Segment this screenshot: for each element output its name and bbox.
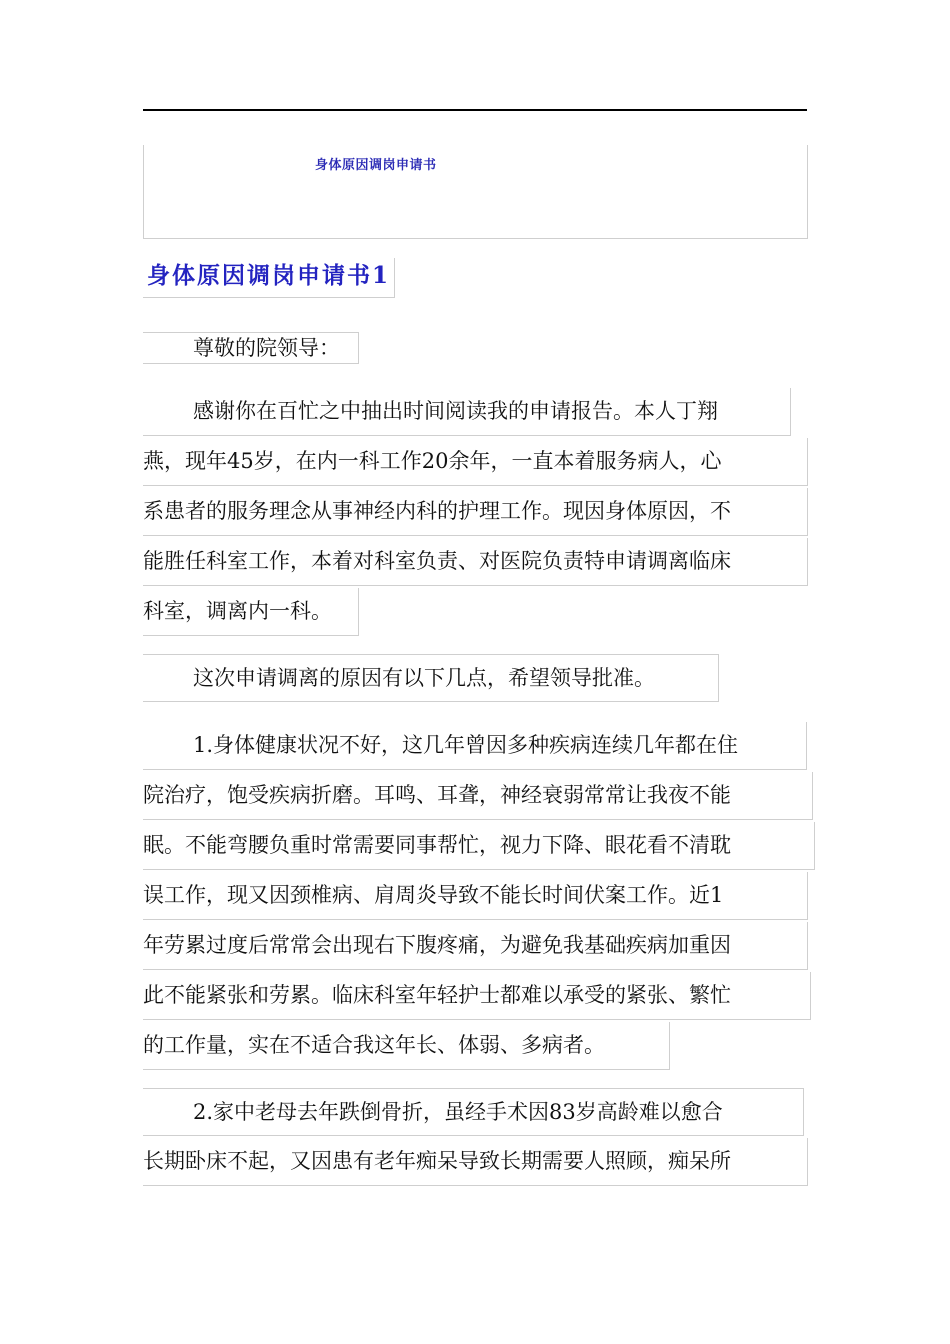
paragraph-line: 眠。不能弯腰负重时常需要同事帮忙，视力下降、眼花看不清耽 [143, 822, 815, 870]
paragraph-line: 科室，调离内一科。 [143, 588, 359, 636]
header-doc-title: 身体原因调岗申请书 [315, 158, 437, 173]
paragraph-line: 院治疗，饱受疾病折磨。耳鸣、耳聋，神经衰弱常常让我夜不能 [143, 772, 813, 820]
paragraph-line: 长期卧床不起，又因患有老年痴呆导致长期需要人照顾，痴呆所 [143, 1138, 808, 1186]
paragraph-line: 这次申请调离的原因有以下几点，希望领导批准。 [143, 654, 719, 702]
paragraph-line: 系患者的服务理念从事神经内科的护理工作。现因身体原因，不 [143, 488, 808, 536]
paragraph-line: 能胜任科室工作，本着对科室负责、对医院负责特申请调离临床 [143, 538, 808, 586]
paragraph-line: 1.身体健康状况不好，这几年曾因多种疾病连续几年都在住 [143, 722, 807, 770]
header-rule [143, 109, 807, 111]
paragraph-line: 此不能紧张和劳累。临床科室年轻护士都难以承受的紧张、繁忙 [143, 972, 811, 1020]
paragraph-line: 的工作量，实在不适合我这年长、体弱、多病者。 [143, 1022, 670, 1070]
page-header [143, 145, 808, 239]
paragraph-line: 误工作，现又因颈椎病、肩周炎导致不能长时间伏案工作。近1 [143, 872, 808, 920]
paragraph-line: 2.家中老母去年跌倒骨折，虽经手术因83岁高龄难以愈合 [143, 1088, 804, 1136]
salutation: 尊敬的院领导： [143, 332, 359, 364]
paragraph-line: 感谢你在百忙之中抽出时间阅读我的申请报告。本人丁翔 [143, 388, 791, 436]
section-heading: 身体原因调岗申请书1 [143, 258, 395, 298]
paragraph-line: 年劳累过度后常常会出现右下腹疼痛，为避免我基础疾病加重因 [143, 922, 808, 970]
paragraph-line: 燕，现年45岁，在内一科工作20余年，一直本着服务病人，心 [143, 438, 808, 486]
